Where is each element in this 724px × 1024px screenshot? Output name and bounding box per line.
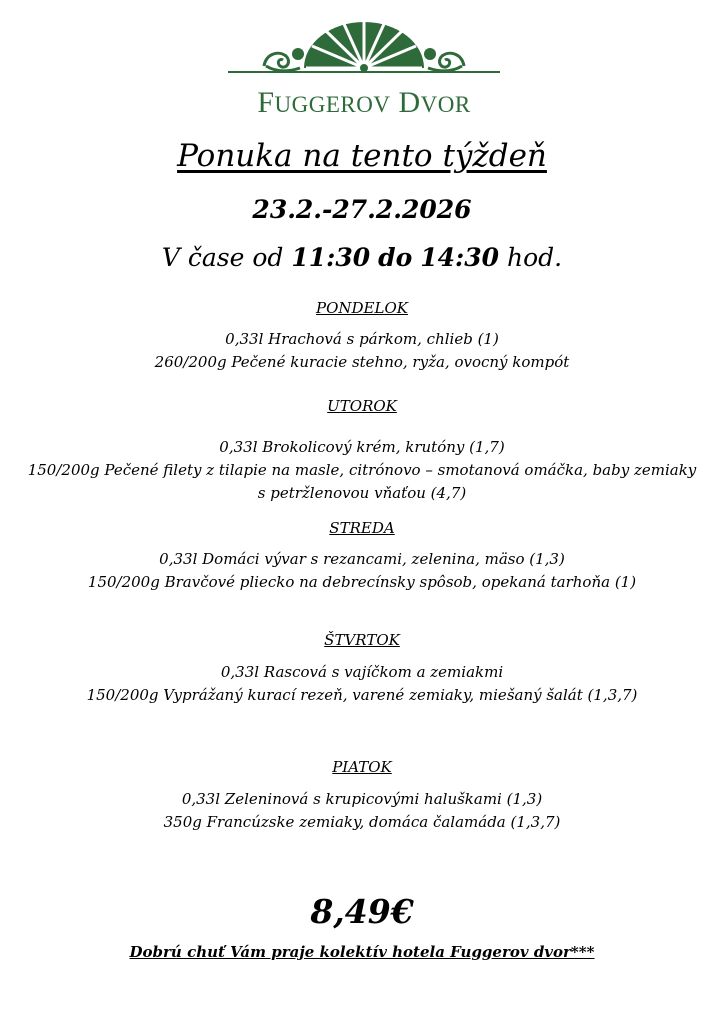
day-heading-wednesday: STREDA [329,519,395,537]
serving-time: V čase od 11:30 do 14:30 hod. [161,243,563,272]
logo-wordmark: FUGGEROV DVOR [257,86,471,119]
date-range: 23.2.-27.2.2026 [252,195,472,224]
menu-item-soup: 0,33l Zeleninová s krupicovými haluškami (1,3) [181,790,543,808]
day-heading-tuesday: UTOROK [327,397,397,415]
menu-item-soup: 0,33l Hrachová s párkom, chlieb (1) [225,330,499,348]
menu-item-soup: 0,33l Rascová s vajíčkom a zemiakmi [220,663,504,681]
menu-item-main: 150/200g Vyprážaný kurací rezeň, varené zemiaky, miešaný šalát (1,3,7) [86,686,638,704]
logo-emblem-icon [226,16,502,86]
day-heading-monday: PONDELOK [316,299,408,317]
menu-item-main: 260/200g Pečené kuracie stehno, ryža, ovocný kompót [154,353,570,371]
menu-item-main: 150/200g Pečené filety z tilapie na masle, citrónovo – smotanová omáčka, baby zemiaky [27,461,697,479]
menu-item-soup: 0,33l Domáci vývar s rezancami, zelenina, mäso (1,3) [159,550,565,568]
day-heading-friday: PIATOK [332,758,392,776]
hotel-logo [226,16,502,119]
menu-item-soup: 0,33l Brokolicový krém, krutóny (1,7) [219,438,505,456]
menu-item-main-continued: s petržlenovou vňaťou (4,7) [257,484,467,502]
menu-price: 8,49€ [310,892,414,931]
footer-greeting: Dobrú chuť Vám praje kolektív hotela Fuggerov dvor*** [129,943,595,961]
menu-item-main: 350g Francúzske zemiaky, domáca čalamáda (1,3,7) [163,813,561,831]
day-heading-thursday: ŠTVRTOK [324,631,400,649]
page-title: Ponuka na tento týždeň [177,138,547,174]
menu-item-main: 150/200g Bravčové pliecko na debrecínsky spôsob, opekaná tarhoňa (1) [87,573,637,591]
